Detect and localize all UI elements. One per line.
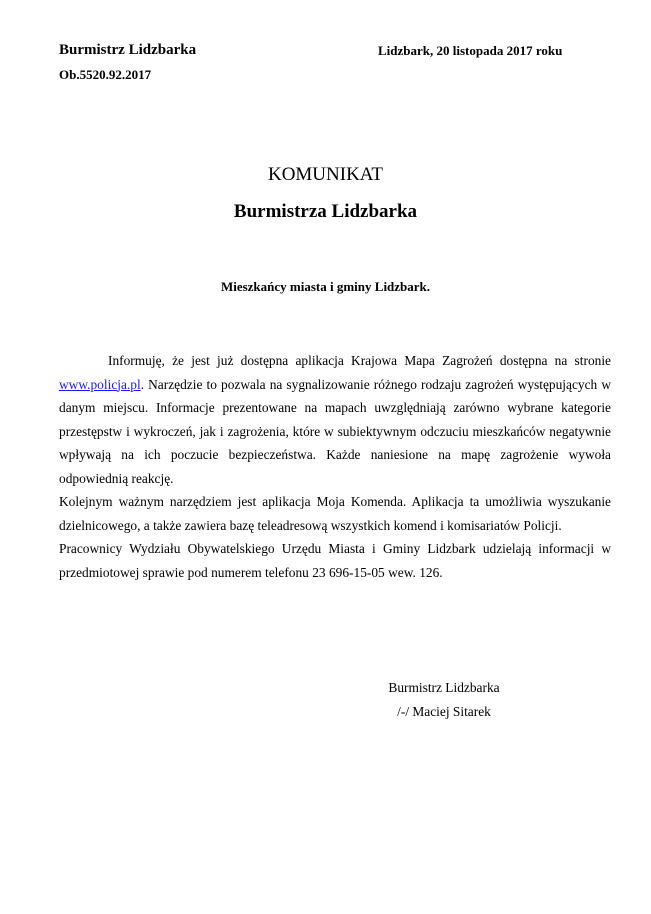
policja-link[interactable]: www.policja.pl — [59, 376, 141, 392]
document-body — [59, 349, 611, 584]
signature-name: /-/ Maciej Sitarek — [397, 704, 491, 719]
place-and-date: Lidzbark, 20 listopada 2017 roku — [378, 43, 563, 58]
paragraph-1-text-end: . Narzędzie to pozwala na sygnalizowanie różnego rodzaju zagrożeń występujących w danym miejscu. Informacje prezentowane na mapach uwzględniają zarówno wybrane kategorie przestępstw i wykroczeń, jak i zagrożenia, które w subiektywnym odczuciu mieszkańców negatywnie wpływają na ich poczucie bezpieczeństwa. Każde naniesione na mapę zagrożenie wywoła odpowiednią reakcję. — [59, 376, 611, 486]
reference-number: Ob.5520.92.2017 — [59, 67, 152, 82]
signature-title: Burmistrz Lidzbarka — [388, 680, 500, 695]
document-title: KOMUNIKAT — [267, 164, 384, 185]
paragraph-1 — [59, 349, 611, 490]
paragraph-3: Pracownicy Wydziału Obywatelskiego Urzędu Miasta i Gminy Lidzbark udzielają informacji w przedmiotowej sprawie pod numerem telefonu 23 696-15-05 wew. 126. — [59, 541, 611, 580]
header-author: Burmistrz Lidzbarka — [59, 42, 197, 58]
addressee-line: Mieszkańcy miasta i gminy Lidzbark. — [220, 279, 431, 294]
document-subtitle: Burmistrza Lidzbarka — [233, 201, 418, 222]
paragraph-2: Kolejnym ważnym narzędziem jest aplikacja Moja Komenda. Aplikacja ta umożliwia wyszukanie dzielnicowego, a także zawiera bazę teleadresową wszystkich komend i komisariatów Policji. — [59, 494, 611, 533]
paragraph-1-text-start: Informuję, że jest już dostępna aplikacja Krajowa Mapa Zagrożeń dostępna na stronie — [108, 353, 611, 368]
